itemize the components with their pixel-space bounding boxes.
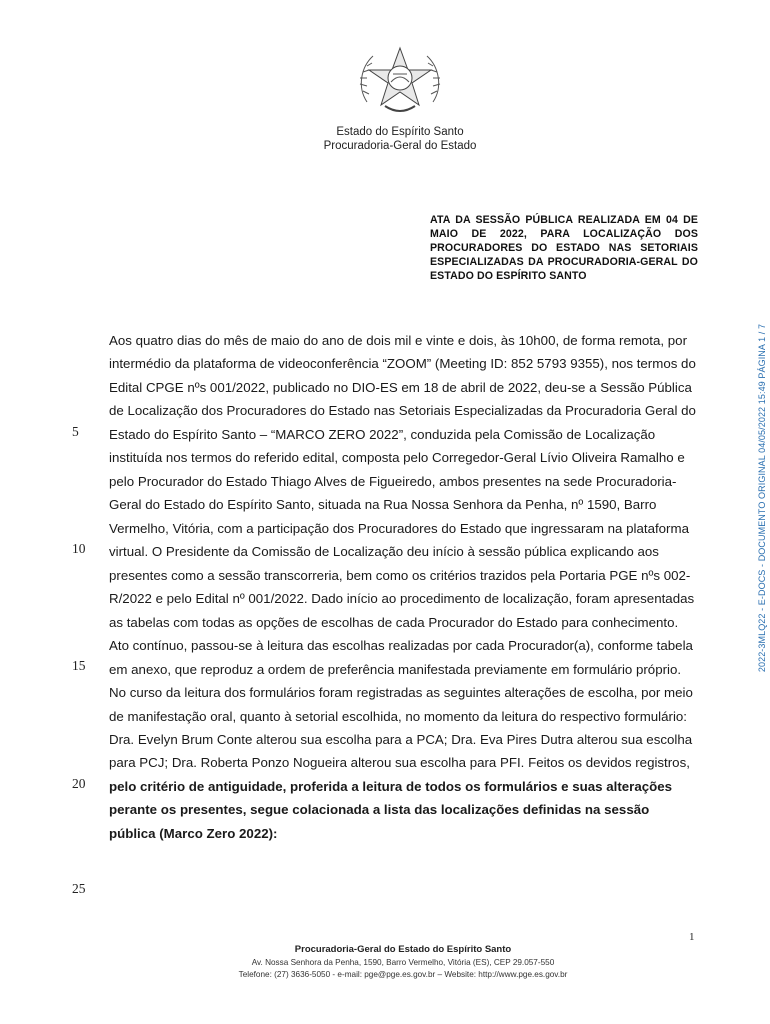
state-name: Estado do Espírito Santo: [336, 126, 464, 138]
side-document-stamp: [752, 320, 770, 675]
footer-title: Procuradoria-Geral do Estado do Espírito Santo: [294, 944, 512, 955]
footer-address: Av. Nossa Senhora da Penha, 1590, Barro Vermelho, Vitória (ES), CEP 29.057-550: [251, 958, 555, 967]
line-number-10: 10: [72, 541, 86, 556]
body-paragraph: Aos quatro dias do mês de maio do ano de dois mil e vinte e dois, às 10h00, de forma remota, por intermédio da plataforma de videoconferência “ZOOM” (Meeting ID: 852 5793 9355), nos termos do Edital CPGE nºs 001/2022, publicado no DIO-ES em 18 de abril de 2022, deu-se a Sessão Pública de Localização dos Procuradores do Estado nas Setoriais Especializadas da Procuradoria Geral do Estado do Espírito Santo – “MARCO ZERO 2022”, conduzida pela Comissão de Localização instituída nos termos do referido edital, composta pelo Corregedor-Geral Lívio Oliveira Ramalho e pelo Procurador do Estado Thiago Alves de Figueiredo, ambos presentes na sede Procuradoria-Geral do Estado do Espírito Santo, situada na Rua Nossa Senhora da Penha, nº 1590, Barro Vermelho, Vitória, com a participação dos Procuradores do Estado que ingressaram na plataforma virtual. O Presidente da Comissão de Localização deu início à sessão pública explicando aos presentes como a sessão transcorreria, bem como os critérios trazidos pela Portaria PGE nºs 002-R/2022 e pelo Edital nº 001/2022. Dado início ao procedimento de localização, foram apresentadas as tabelas com todas as opções de escolhas de cada Procurador do Estado para conhecimento. Ato contínuo, passou-se à leitura das escolhas realizadas por cada Procurador(a), conforme tabela em anexo, que reproduz a ordem de preferência manifestada previamente em formulário próprio. No curso da leitura dos formulários foram registradas as seguintes alterações de escolha, por meio de manifestação oral, quanto à setorial escolhida, no momento da leitura do respectivo formulário: Dra. Evelyn Brum Conte alterou sua escolha para a PCA; Dra. Eva Pires Dutra alterou sua escolha para PCJ; Dra. Roberta Ponzo Nogueira alterou sua escolha para PFI. Feitos os devidos registros,: [109, 333, 696, 771]
page-number: 1: [689, 931, 695, 943]
line-number-20: 20: [72, 776, 86, 791]
line-number-25: 25: [72, 881, 86, 896]
body-bold-conclusion: pelo critério de antiguidade, proferida a leitura de todos os formulários e suas alterações perante os presentes, segue colacionada a lista das localizações definidas na sessão pública (Marco Zero 2022):: [109, 778, 673, 841]
document-body: [109, 329, 697, 845]
line-number-15: 15: [72, 658, 86, 673]
line-number-5: 5: [72, 424, 79, 439]
footer-contact: Telefone: (27) 3636-5050 - e-mail: pge@pge.es.gov.br – Website: http://www.pge.es.gov.br: [238, 970, 568, 979]
office-name: Procuradoria-Geral do Estado: [323, 140, 477, 152]
side-stamp-text: 2022-3MLQ22 - E-DOCS - DOCUMENTO ORIGINAL 04/05/2022 15:49 PÁGINA 1 / 7: [757, 323, 767, 672]
state-coat-of-arms-icon: [355, 42, 445, 122]
document-title: ATA DA SESSÃO PÚBLICA REALIZADA EM 04 DE MAIO DE 2022, PARA LOCALIZAÇÃO DOS PROCURADORES DO ESTADO NAS SETORIAIS ESPECIALIZADAS DA PROCURADORIA-GERAL DO ESTADO DO ESPÍRITO SANTO: [430, 214, 698, 282]
